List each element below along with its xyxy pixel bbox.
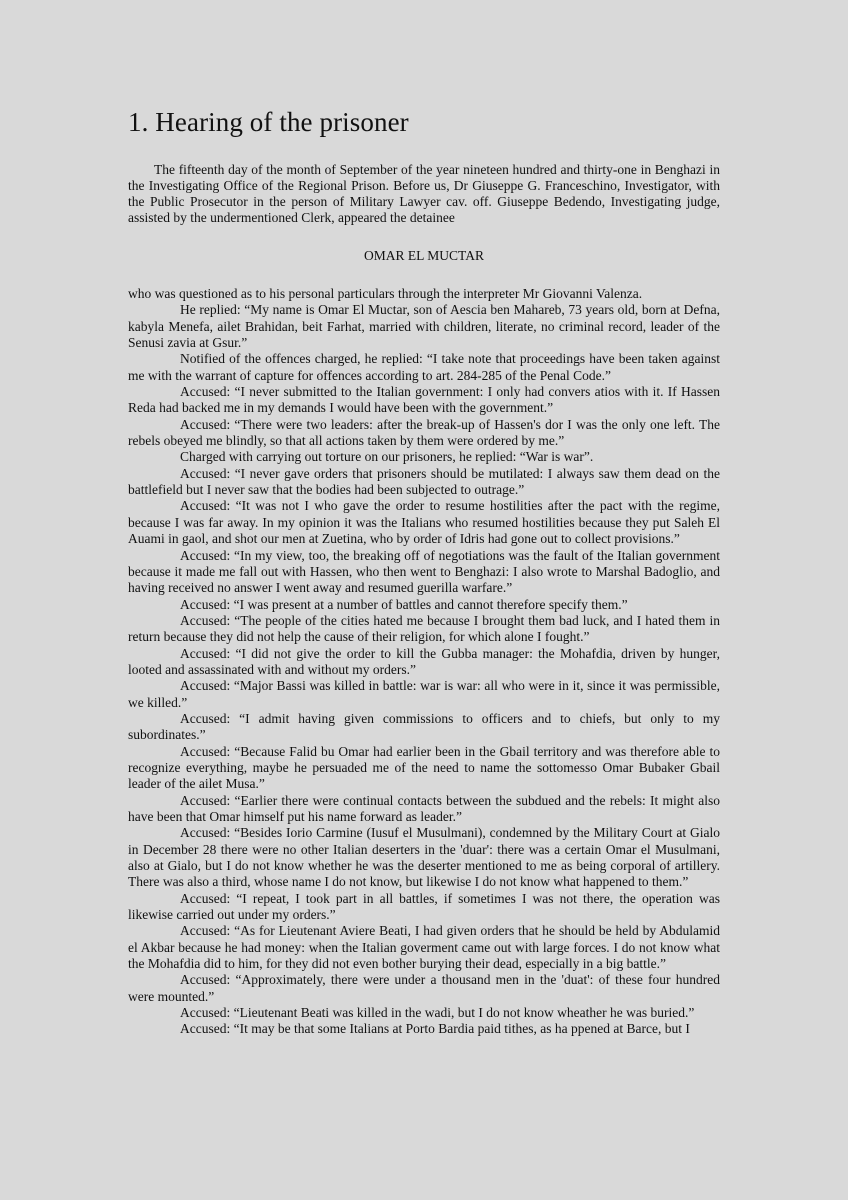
paragraph: who was questioned as to his personal particulars through the interpreter Mr Giovanni Valenza.: [128, 286, 643, 301]
paragraph: Accused: “I was present at a number of battles and cannot therefore specify them.”: [180, 596, 628, 612]
intro-paragraph: The fifteenth day of the month of September of the year nineteen hundred and thirty-one in Benghazi in the Investigating Office of the Regional Prison. Before us, Dr Giuseppe G. Franceschino, Investigator, with the Public Prosecutor in the person of Military Lawyer cav. off. Giuseppe Bedendo, Investigating judge, assisted by the undermentioned Clerk, appeared the detainee: [128, 162, 720, 225]
paragraph: Accused: “I repeat, I took part in all battles, if sometimes I was not there, the operation was likewise carried out under my orders.”: [128, 890, 720, 923]
paragraph: Notified of the offences charged, he replied: “I take note that proceedings have been taken against me with the warrant of capture for offences according to art. 284-285 of the Penal Code.”: [128, 351, 720, 383]
detainee-name: OMAR EL MUCTAR: [364, 248, 484, 263]
paragraph: Accused: “It was not I who gave the order to resume hostilities after the pact with the regime, because I was far away. In my opinion it was the Italians who resumed hostilities because they put Saleh El Auami in gaol, and shot our men at Zuetina, who by order of Idris had gone out to collect provisions.”: [128, 498, 720, 547]
paragraph: Accused: “Lieutenant Beati was killed in the wadi, but I do not know wheather he was buried.”: [180, 1005, 695, 1021]
paragraph: He replied: “My name is Omar El Muctar, son of Aescia ben Mahareb, 73 years old, born at Defna, kabyla Menefa, ailet Brahidan, beit Farhat, married with children, literate, no criminal record, leader of the Senusi zavia at Gsur.”: [128, 302, 720, 351]
paragraph: Accused: “I admit having given commissions to officers and to chiefs, but only to my subordinates.”: [128, 710, 720, 743]
paragraph: Accused: “Besides Iorio Carmine (Iusuf el Musulmani), condemned by the Military Court at Gialo in December 28 there were no other Italian deserters in the 'duar': there was a certain Omar el Musulmani, also at Gialo, but I do not know whether he was the deserter mentioned to me as being corporal of artillery. There was also a third, whose name I do not know, but likewise I do not know what happened to them.”: [128, 825, 720, 890]
page-title: 1. Hearing of the prisoner: [128, 107, 409, 137]
paragraph: Accused: “Approximately, there were under a thousand men in the 'duat': of these four hundred were mounted.”: [128, 972, 720, 1004]
testimony-body: [128, 286, 720, 1038]
paragraph: Accused: “It may be that some Italians at Porto Bardia paid tithes, as ha ppened at Barce, but I: [180, 1021, 690, 1037]
paragraph: Accused: “In my view, too, the breaking off of negotiations was the fault of the Italian government because it made me fall out with Hassen, who then went to Benghazi: I also wrote to Marshal Badoglio, and having received no answer I went away and resumed guerilla warfare.”: [128, 547, 720, 596]
paragraph: Accused: “Earlier there were continual contacts between the subdued and the rebels: It might also have been that Omar himself put his name forward as leader.”: [128, 792, 720, 824]
paragraph: Accused: “I did not give the order to kill the Gubba manager: the Mohafdia, driven by hunger, looted and assassinated with and without my orders.”: [128, 645, 720, 677]
paragraph: Accused: “The people of the cities hated me because I brought them bad luck, and I hated them in return because they did not help the cause of their religion, for which alone I fought.”: [128, 612, 720, 645]
paragraph: Accused: “There were two leaders: after the break-up of Hassen's dor I was the only one left. The rebels obeyed me blindly, so that all actions taken by them were ordered by me.”: [128, 416, 720, 449]
paragraph: Accused: “Because Falid bu Omar had earlier been in the Gbail territory and was therefore able to recognize everything, maybe he persuaded me of the need to name the sottomesso Omar Bubaker Gbail leader of the ailet Musa.”: [128, 743, 720, 792]
paragraph: Accused: “I never submitted to the Italian government: I only had convers atios with it. If Hassen Reda had backed me in my demands I would have been with the government.”: [128, 384, 720, 416]
paragraph: Accused: “I never gave orders that prisoners should be mutilated: I always saw them dead on the battlefield but I never saw that the bodies had been subjected to outrage.”: [128, 465, 720, 498]
paragraph: Accused: “As for Lieutenant Aviere Beati, I had given orders that he should be held by Abdulamid el Akbar because he had money: when the Italian goverment came out with large forces. I do not know what the Mohafdia did to him, for they did not even bother burying their dead, especially in a big battle.”: [128, 923, 720, 972]
paragraph: Accused: “Major Bassi was killed in battle: war is war: all who were in it, since it was permissible, we killed.”: [128, 678, 720, 710]
paragraph: Charged with carrying out torture on our prisoners, he replied: “War is war”.: [180, 449, 594, 465]
